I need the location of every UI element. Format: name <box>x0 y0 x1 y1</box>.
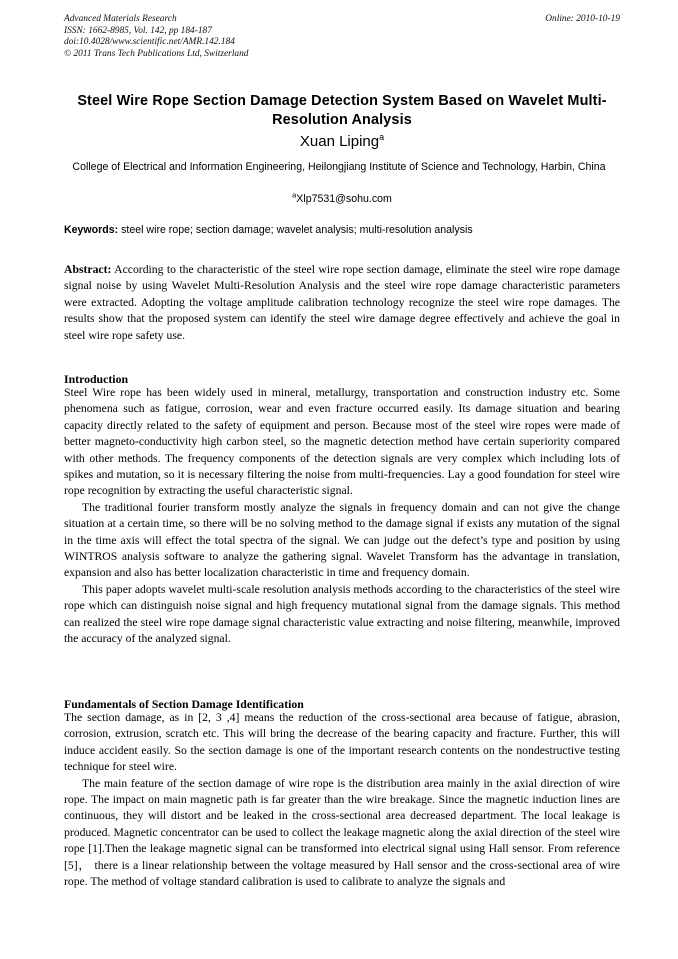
email-affiliation-marker: a <box>292 190 297 200</box>
abstract-label: Abstract: <box>64 263 112 276</box>
section-heading-introduction: Introduction <box>64 371 129 386</box>
section-heading-fundamentals: Fundamentals of Section Damage Identification <box>64 696 304 711</box>
journal-issn-line: ISSN: 1662-8985, Vol. 142, pp 184-187 <box>64 25 212 36</box>
keywords-label: Keywords: <box>64 224 119 236</box>
journal-name: Advanced Materials Research <box>64 14 177 24</box>
paragraph: Steel Wire rope has been widely used in mineral, metallurgy, transportation and construction industry etc. Some phenomena such as fatigue, corrosion, wear and even fracture occurred easily. Its damage situation and bearing capacity directly related to the safety of equipment and person. Because most of the steel wire ropes were made of better magneto-conductivity high carbon steel, so the magnetic detection method have certain superiority compared with other methods. The frequency components of the detection signals are very complex which including lots of spikes and mutation, so it is necessary filtering the noise from multi-frequencies. Lay a good foundation for steel wire rope recognition by extracting the useful characteristic signal. <box>64 386 620 498</box>
paragraph: The main feature of the section damage of wire rope is the distribution area mainly in the axial direction of wire rope. The impact on main magnetic path is far greater than the wire breakage. Since the magnetic induction lines are continuous, they will distort and be leaked in the cross-sectional area decreased department. The local leakage is produced. Magnetic concentrator can be used to collect the leakage magnetic along the axial direction of the steel wire rope [1].Then the leakage magnetic signal can be transformed into electrical signal using Hall sensor. From reference [5]， there is a linear relationship between the voltage measured by Hall sensor and the cross-sectional area of wire rope. The method of voltage standard calibration is used to calibrate to analyze the signals and <box>64 776 620 889</box>
keywords-value: steel wire rope; section damage; wavelet analysis; multi-resolution analysis <box>118 224 473 236</box>
abstract-block <box>64 262 620 344</box>
journal-copyright-line: © 2011 Trans Tech Publications Ltd, Switzerland <box>64 48 249 59</box>
author-name-text: Xuan Liping <box>299 133 380 150</box>
journal-header-line-1 <box>64 14 620 26</box>
author-affiliation: College of Electrical and Information Engineering, Heilongjiang Institute of Science and Technology, Harbin, China <box>72 161 606 173</box>
journal-header <box>64 14 620 60</box>
author-email <box>64 192 620 206</box>
page-title: Steel Wire Rope Section Damage Detection System Based on Wavelet Multi-Resolution Analysis <box>77 92 607 128</box>
author-affiliation-marker: a <box>379 132 385 142</box>
section-body-fundamentals <box>64 710 620 890</box>
email-address: Xlp7531@sohu.com <box>296 193 392 205</box>
paragraph: The section damage, as in [2, 3 ,4] means the reduction of the cross-sectional area because of fatigue, abrasion, corrosion, extrusion, scratch etc. This will bring the decrease of the bearing capacity and fracture. Further, this will induce accident easily. So the section damage is one of the important research contents on the nondestructive testing technique for steel wire. <box>64 711 620 774</box>
section-body-introduction <box>64 385 620 648</box>
abstract-paragraph <box>64 262 620 344</box>
keywords-line <box>64 223 620 237</box>
online-date: Online: 2010-10-19 <box>545 14 620 24</box>
journal-doi-line: doi:10.4028/www.scientific.net/AMR.142.184 <box>64 37 235 48</box>
paragraph: This paper adopts wavelet multi-scale resolution analysis methods according to the characteristics of the steel wire rope which can distinguish noise signal and high frequency mutational signal from the damage signals. This method can realized the steel wire rope damage signal characteristic value extracting and noise filtering, meanwhile, improved the accuracy of the analyzed signal. <box>64 582 620 646</box>
paragraph: The traditional fourier transform mostly analyze the signals in frequency domain and can not give the change situation at a certain time, so there will be no solving method to the damage signal if exists any mutation of the signal in the time axis will effect the total spectra of the signal. We can judge out the defect’s type and position by using WINTROS analysis software to analyze the gathering signal. Wavelet Transform has the advantage in translation, expansion and also has better localization characteristic in time and frequency domain. <box>64 500 620 580</box>
abstract-text: According to the characteristic of the steel wire rope section damage, eliminate the steel wire rope damage signal noise by using Wavelet Multi-Resolution Analysis and the steel wire rope damage characteristic parameters were extracted. Adopting the voltage amplitude calibration technology recognize the steel wire rope damages. The results show that the proposed system can identify the steel wire damage degree effectively and achieve the goal in steel wire rope safety use. <box>64 263 620 342</box>
author-name <box>64 132 620 151</box>
